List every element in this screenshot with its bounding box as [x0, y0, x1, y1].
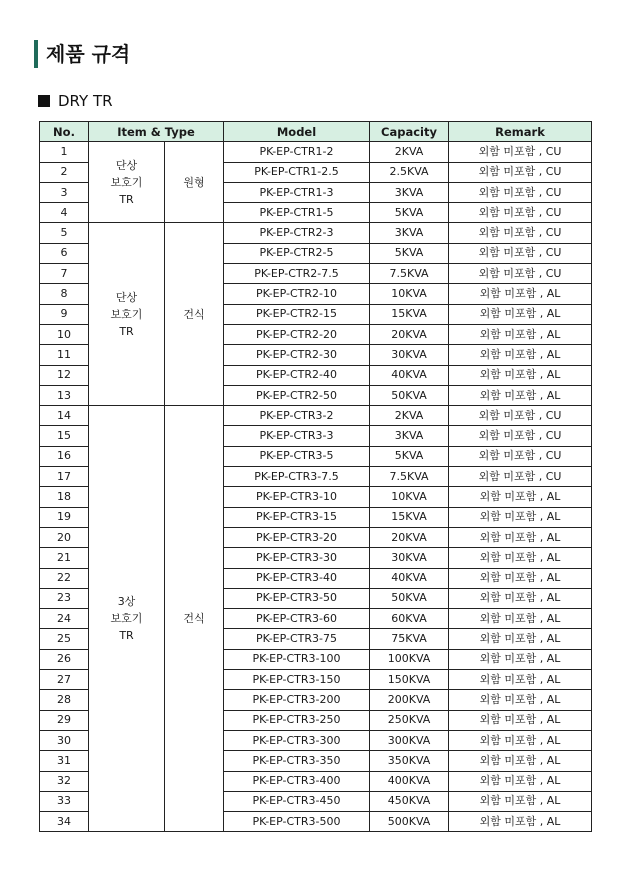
cell-model: PK-EP-CTR2-3: [224, 223, 370, 243]
section-heading-label: DRY TR: [58, 92, 113, 110]
cell-model: PK-EP-CTR2-7.5: [224, 264, 370, 284]
cell-no: 31: [40, 751, 89, 771]
cell-no: 14: [40, 406, 89, 426]
cell-no: 24: [40, 609, 89, 629]
cell-capacity: 5KVA: [370, 446, 449, 466]
item-line: 보호기: [110, 307, 143, 321]
cell-capacity: 2KVA: [370, 142, 449, 162]
cell-no: 11: [40, 345, 89, 365]
cell-remark: 외함 미포함 , AL: [449, 385, 592, 405]
cell-model: PK-EP-CTR3-10: [224, 487, 370, 507]
cell-remark: 외함 미포함 , AL: [449, 324, 592, 344]
cell-model: PK-EP-CTR3-300: [224, 730, 370, 750]
cell-capacity: 350KVA: [370, 751, 449, 771]
cell-no: 1: [40, 142, 89, 162]
cell-remark: 외함 미포함 , AL: [449, 527, 592, 547]
item-line: TR: [119, 324, 134, 338]
table-row: [40, 406, 592, 426]
cell-remark: 외함 미포함 , CU: [449, 142, 592, 162]
cell-model: PK-EP-CTR3-30: [224, 548, 370, 568]
cell-no: 32: [40, 771, 89, 791]
cell-capacity: 3KVA: [370, 182, 449, 202]
cell-model: PK-EP-CTR3-200: [224, 690, 370, 710]
cell-item: [89, 406, 165, 832]
cell-model: PK-EP-CTR3-15: [224, 507, 370, 527]
cell-capacity: 500KVA: [370, 812, 449, 832]
cell-remark: 외함 미포함 , AL: [449, 791, 592, 811]
cell-capacity: 100KVA: [370, 649, 449, 669]
cell-capacity: 3KVA: [370, 223, 449, 243]
cell-model: PK-EP-CTR3-250: [224, 710, 370, 730]
header-capacity: Capacity: [370, 122, 449, 142]
cell-remark: 외함 미포함 , AL: [449, 284, 592, 304]
cell-model: PK-EP-CTR1-2.5: [224, 162, 370, 182]
cell-no: 29: [40, 710, 89, 730]
header-item-type: Item & Type: [89, 122, 224, 142]
cell-no: 23: [40, 588, 89, 608]
cell-capacity: 250KVA: [370, 710, 449, 730]
cell-remark: 외함 미포함 , AL: [449, 507, 592, 527]
cell-remark: 외함 미포함 , CU: [449, 182, 592, 202]
cell-remark: 외함 미포함 , CU: [449, 162, 592, 182]
cell-remark: 외함 미포함 , AL: [449, 771, 592, 791]
cell-model: PK-EP-CTR3-2: [224, 406, 370, 426]
cell-no: 7: [40, 264, 89, 284]
cell-no: 30: [40, 730, 89, 750]
item-line: 보호기: [110, 175, 143, 189]
item-line: 보호기: [110, 612, 143, 626]
header-remark: Remark: [449, 122, 592, 142]
cell-model: PK-EP-CTR2-40: [224, 365, 370, 385]
cell-model: PK-EP-CTR3-150: [224, 670, 370, 690]
cell-model: PK-EP-CTR2-30: [224, 345, 370, 365]
cell-capacity: 50KVA: [370, 588, 449, 608]
cell-remark: 외함 미포함 , AL: [449, 751, 592, 771]
cell-model: PK-EP-CTR3-350: [224, 751, 370, 771]
cell-model: PK-EP-CTR2-50: [224, 385, 370, 405]
cell-remark: 외함 미포함 , CU: [449, 223, 592, 243]
cell-type: 원형: [165, 142, 224, 223]
cell-no: 12: [40, 365, 89, 385]
page-title: 제품 규격: [34, 40, 130, 68]
cell-item: [89, 223, 165, 406]
cell-no: 6: [40, 243, 89, 263]
cell-capacity: 150KVA: [370, 670, 449, 690]
table-header-row: [40, 122, 592, 142]
cell-remark: 외함 미포함 , AL: [449, 568, 592, 588]
cell-remark: 외함 미포함 , AL: [449, 629, 592, 649]
cell-model: PK-EP-CTR3-75: [224, 629, 370, 649]
cell-no: 2: [40, 162, 89, 182]
cell-remark: 외함 미포함 , CU: [449, 426, 592, 446]
cell-no: 27: [40, 670, 89, 690]
item-line: TR: [119, 192, 134, 206]
cell-model: PK-EP-CTR3-20: [224, 527, 370, 547]
cell-capacity: 7.5KVA: [370, 467, 449, 487]
cell-capacity: 50KVA: [370, 385, 449, 405]
cell-capacity: 10KVA: [370, 284, 449, 304]
cell-remark: 외함 미포함 , AL: [449, 304, 592, 324]
cell-no: 25: [40, 629, 89, 649]
cell-no: 21: [40, 548, 89, 568]
cell-capacity: 10KVA: [370, 487, 449, 507]
cell-model: PK-EP-CTR2-15: [224, 304, 370, 324]
cell-capacity: 30KVA: [370, 345, 449, 365]
cell-no: 26: [40, 649, 89, 669]
cell-capacity: 40KVA: [370, 365, 449, 385]
cell-no: 15: [40, 426, 89, 446]
cell-capacity: 30KVA: [370, 548, 449, 568]
cell-model: PK-EP-CTR1-5: [224, 203, 370, 223]
cell-remark: 외함 미포함 , AL: [449, 690, 592, 710]
header-model: Model: [224, 122, 370, 142]
cell-model: PK-EP-CTR1-3: [224, 182, 370, 202]
cell-no: 4: [40, 203, 89, 223]
cell-capacity: 15KVA: [370, 507, 449, 527]
cell-no: 9: [40, 304, 89, 324]
cell-type: 건식: [165, 406, 224, 832]
cell-no: 19: [40, 507, 89, 527]
cell-remark: 외함 미포함 , AL: [449, 730, 592, 750]
spec-table: [39, 121, 592, 832]
cell-remark: 외함 미포함 , CU: [449, 406, 592, 426]
cell-no: 13: [40, 385, 89, 405]
cell-capacity: 20KVA: [370, 324, 449, 344]
cell-capacity: 20KVA: [370, 527, 449, 547]
cell-no: 28: [40, 690, 89, 710]
cell-no: 34: [40, 812, 89, 832]
cell-remark: 외함 미포함 , CU: [449, 243, 592, 263]
cell-no: 16: [40, 446, 89, 466]
cell-capacity: 3KVA: [370, 426, 449, 446]
item-line: 단상: [115, 290, 138, 304]
cell-remark: 외함 미포함 , AL: [449, 365, 592, 385]
cell-remark: 외함 미포함 , AL: [449, 588, 592, 608]
cell-no: 3: [40, 182, 89, 202]
cell-model: PK-EP-CTR3-50: [224, 588, 370, 608]
cell-remark: 외함 미포함 , AL: [449, 670, 592, 690]
cell-model: PK-EP-CTR3-400: [224, 771, 370, 791]
table-row: [40, 223, 592, 243]
cell-model: PK-EP-CTR2-10: [224, 284, 370, 304]
cell-capacity: 450KVA: [370, 791, 449, 811]
cell-model: PK-EP-CTR3-5: [224, 446, 370, 466]
item-line: TR: [119, 629, 134, 643]
section-heading: [38, 91, 113, 111]
cell-model: PK-EP-CTR2-20: [224, 324, 370, 344]
cell-item: [89, 142, 165, 223]
square-bullet-icon: [38, 95, 50, 107]
item-line: 단상: [115, 158, 138, 172]
cell-remark: 외함 미포함 , AL: [449, 487, 592, 507]
cell-capacity: 15KVA: [370, 304, 449, 324]
cell-remark: 외함 미포함 , AL: [449, 609, 592, 629]
cell-capacity: 5KVA: [370, 243, 449, 263]
cell-no: 10: [40, 324, 89, 344]
cell-no: 20: [40, 527, 89, 547]
cell-capacity: 7.5KVA: [370, 264, 449, 284]
cell-no: 22: [40, 568, 89, 588]
cell-capacity: 2.5KVA: [370, 162, 449, 182]
cell-no: 18: [40, 487, 89, 507]
cell-remark: 외함 미포함 , CU: [449, 446, 592, 466]
cell-capacity: 75KVA: [370, 629, 449, 649]
cell-remark: 외함 미포함 , CU: [449, 203, 592, 223]
cell-model: PK-EP-CTR3-450: [224, 791, 370, 811]
cell-capacity: 40KVA: [370, 568, 449, 588]
cell-model: PK-EP-CTR1-2: [224, 142, 370, 162]
table-body: [40, 142, 592, 832]
cell-model: PK-EP-CTR3-60: [224, 609, 370, 629]
item-line: 3상: [117, 595, 136, 609]
cell-model: PK-EP-CTR2-5: [224, 243, 370, 263]
cell-remark: 외함 미포함 , AL: [449, 812, 592, 832]
cell-model: PK-EP-CTR3-7.5: [224, 467, 370, 487]
cell-capacity: 2KVA: [370, 406, 449, 426]
cell-no: 33: [40, 791, 89, 811]
cell-remark: 외함 미포함 , AL: [449, 345, 592, 365]
cell-capacity: 200KVA: [370, 690, 449, 710]
cell-capacity: 400KVA: [370, 771, 449, 791]
cell-capacity: 300KVA: [370, 730, 449, 750]
cell-no: 5: [40, 223, 89, 243]
cell-model: PK-EP-CTR3-3: [224, 426, 370, 446]
cell-remark: 외함 미포함 , AL: [449, 649, 592, 669]
cell-remark: 외함 미포함 , CU: [449, 467, 592, 487]
cell-type: 건식: [165, 223, 224, 406]
cell-no: 8: [40, 284, 89, 304]
cell-model: PK-EP-CTR3-500: [224, 812, 370, 832]
header-no: No.: [40, 122, 89, 142]
cell-remark: 외함 미포함 , AL: [449, 548, 592, 568]
cell-model: PK-EP-CTR3-40: [224, 568, 370, 588]
cell-model: PK-EP-CTR3-100: [224, 649, 370, 669]
cell-remark: 외함 미포함 , CU: [449, 264, 592, 284]
cell-capacity: 5KVA: [370, 203, 449, 223]
table-row: [40, 142, 592, 162]
cell-no: 17: [40, 467, 89, 487]
cell-capacity: 60KVA: [370, 609, 449, 629]
cell-remark: 외함 미포함 , AL: [449, 710, 592, 730]
